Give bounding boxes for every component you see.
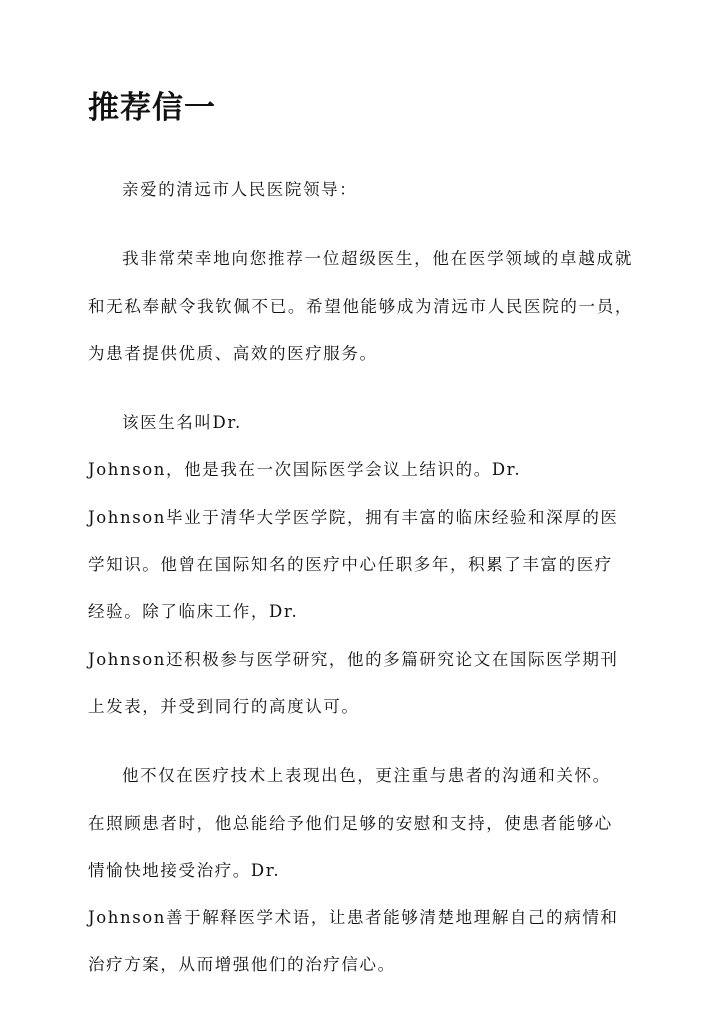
text-line: Johnson毕业于清华大学医学院，拥有丰富的临床经验和深厚的医	[88, 507, 619, 527]
text-line: Johnson还积极参与医学研究，他的多篇研究论文在国际医学期刊	[88, 649, 619, 669]
salutation: 亲爱的清远市人民医院领导：	[122, 180, 358, 199]
text-line: 该医生名叫Dr.	[122, 413, 242, 433]
paragraph-gap	[88, 213, 633, 235]
text-line: Johnson，他是我在一次国际医学会议上结识的。Dr.	[88, 460, 522, 480]
paragraph-gap	[88, 377, 633, 399]
document-title: 推荐信一	[88, 90, 216, 126]
paragraph-background	[88, 399, 633, 730]
text-line: 学知识。他曾在国际知名的医疗中心任职多年，积累了丰富的医疗	[88, 555, 613, 575]
text-line: 他不仅在医疗技术上表现出色，更注重与患者的沟通和关怀。	[122, 766, 611, 786]
paragraph-introduction: 我非常荣幸地向您推荐一位超级医生，他在医学领域的卓越成就和无私奉献令我钦佩不已。希望他能够成为清远市人民医院的一员，为患者提供优质、高效的医疗服务。	[88, 249, 633, 363]
text-line: 在照顾患者时，他总能给予他们足够的安慰和支持，使患者能够心	[88, 813, 613, 833]
text-line: 情愉快地接受治疗。Dr.	[88, 860, 281, 880]
text-line: 经验。除了临床工作，Dr.	[88, 602, 299, 622]
paragraph-patient-care	[88, 752, 633, 988]
text-line: 上发表，并受到同行的高度认可。	[88, 696, 360, 716]
paragraph-gap	[88, 730, 633, 752]
text-line: Johnson善于解释医学术语，让患者能够清楚地理解自己的病情和	[88, 908, 619, 928]
letter-body	[88, 166, 633, 989]
text-line: 治疗方案，从而增强他们的治疗信心。	[88, 955, 396, 975]
